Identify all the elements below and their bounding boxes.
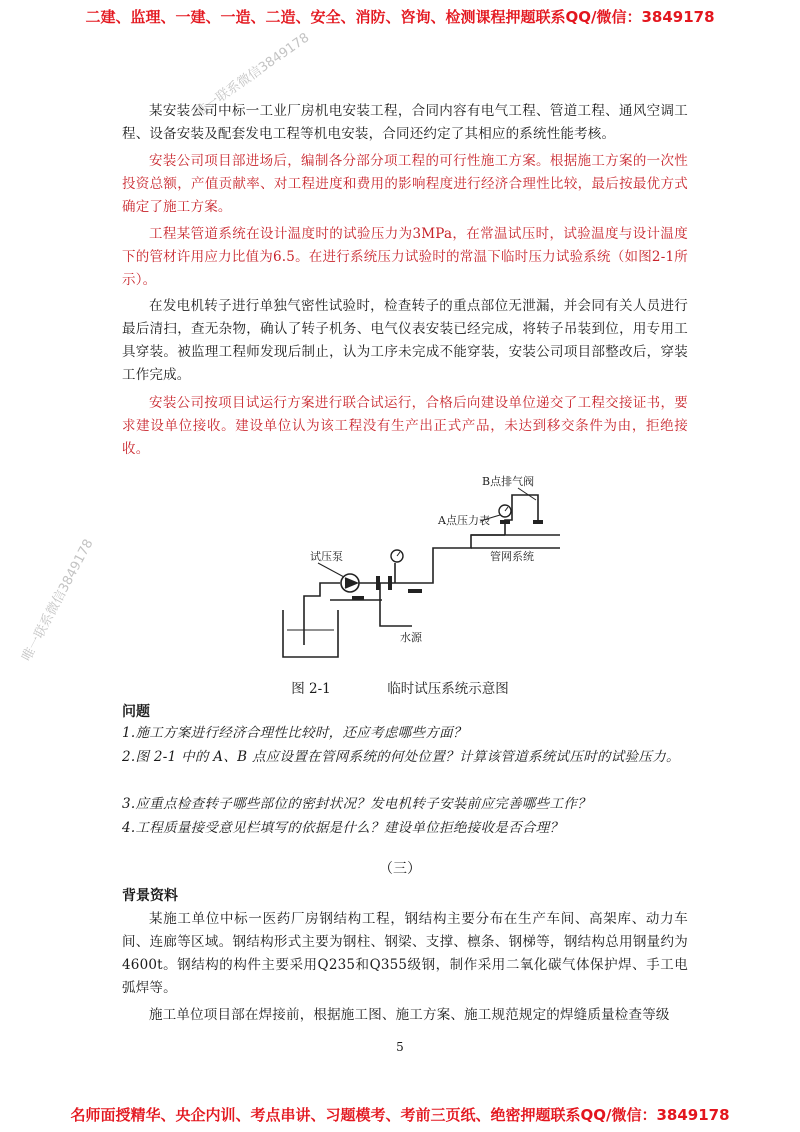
figure-number: 图 2-1 [291, 681, 331, 697]
promo-banner-top: 二建、监理、一建、一造、二造、安全、消防、咨询、检测课程押题联系QQ/微信：3849178 [85, 8, 715, 26]
background-paragraph: 施工单位项目部在焊接前，根据施工图、施工方案、施工规范规定的焊缝质量检查等级 [149, 1007, 670, 1023]
question-item: 4.工程质量接受意见栏填写的依据是什么？建设单位拒绝接收是否合理？ [122, 820, 564, 836]
paragraph-pressure-test: 工程某管道系统在设计温度时的试验压力为3MPa，在常温试压时，试验温度与设计温度下的管材许用应力比值为6.5。在进行系统压力试验时的常温下临时压力试验系统（如图2-1所示）。 [122, 226, 688, 288]
figure-caption [0, 677, 800, 697]
label-pump: 试压泵 [310, 550, 343, 563]
background-paragraph: 某施工单位中标一医药厂房钢结构工程，钢结构主要分布在生产车间、高架库、动力车间、连廊等区域。钢结构形式主要为钢柱、钢梁、支撑、檩条、钢梯等，钢结构总用钢量约为4600t。钢结构的构件主要采用Q235和Q355级钢，制作采用二氧化碳气体保护焊、手工电弧焊等。 [122, 911, 688, 996]
label-water-source: 水源 [400, 631, 422, 644]
watermark: 唯一联系微信3849178 [192, 30, 313, 121]
background-heading: 背景资料 [122, 888, 178, 904]
label-pipe-system: 管网系统 [490, 550, 534, 563]
promo-banner-bottom: 名师面授精华、央企内训、考点串讲、习题模考、考前三页纸、绝密押题联系QQ/微信：3849178 [70, 1106, 730, 1124]
question-item: 3.应重点检查转子哪些部位的密封状况？发电机转子安装前应完善哪些工作？ [122, 796, 591, 812]
label-a-gauge: A点压力表 [438, 514, 490, 527]
label-b-valve: B点排气阀 [482, 475, 535, 488]
question-item: 2.图 2-1 中的 A、B 点应设置在管网系统的何处位置？计算该管道系统试压时的试验压力。 [122, 749, 680, 765]
figure-title: 临时试压系统示意图 [387, 681, 509, 697]
question-item: 1.施工方案进行经济合理性比较时，还应考虑哪些方面？ [122, 725, 467, 741]
questions-heading: 问题 [122, 704, 150, 720]
page-number: 5 [396, 1040, 404, 1054]
paragraph-construction-plan: 安装公司项目部进场后，编制各分部分项工程的可行性施工方案。根据施工方案的一次性投资总额，产值贡献率、对工程进度和费用的影响程度进行经济合理性比较，最后按最优方式确定了施工方案。 [122, 153, 688, 215]
paragraph-rotor-install: 在发电机转子进行单独气密性试验时，检查转子的重点部位无泄漏，并会同有关人员进行最后清扫，查无杂物，确认了转子机务、电气仪表安装已经完成，将转子吊装到位，用专用工具穿装。被监理工程师发现后制止，认为工序未完成不能穿装，安装公司项目部整改后，穿装工作完成。 [122, 298, 688, 383]
paragraph-handover: 安装公司按项目试运行方案进行联合试运行，合格后向建设单位递交了工程交接证书，要求建设单位接收。建设单位认为该工程没有生产出正式产品，未达到移交条件为由，拒绝接收。 [122, 395, 688, 457]
watermark: 唯一联系微信3849178 [19, 536, 97, 664]
paragraph-project-intro: 某安装公司中标一工业厂房机电安装工程，合同内容有电气工程、管道工程、通风空调工程、设备安装及配套发电工程等机电安装，合同还约定了其相应的系统性能考核。 [122, 103, 688, 142]
section-title: （三） [379, 861, 421, 877]
